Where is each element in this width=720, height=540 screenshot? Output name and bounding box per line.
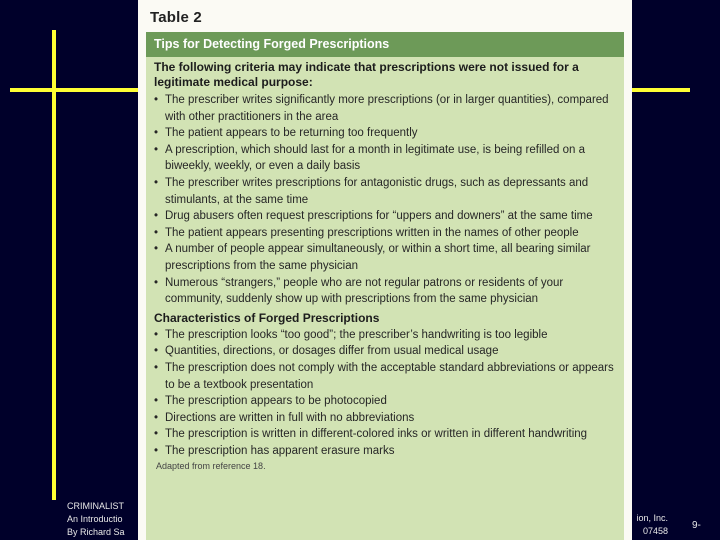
list-item: • Directions are written in full with no abbreviations [154, 410, 618, 427]
page-number: 9- [692, 520, 701, 531]
footer-line: ion, Inc. [636, 513, 668, 523]
list-item: • The prescription is written in different-colored inks or written in different handwriting [154, 426, 618, 443]
table-image [138, 0, 632, 540]
table-body [146, 57, 624, 540]
list-item: • The prescription has apparent erasure marks [154, 443, 618, 460]
list-item: • Quantities, directions, or dosages differ from usual medical usage [154, 343, 618, 360]
table-source: Adapted from reference 18. [156, 461, 266, 472]
characteristics-title: Characteristics of Forged Prescriptions [154, 310, 380, 325]
footer-line: CRIMINALIST [67, 501, 125, 511]
footer-line: By Richard Sa [67, 527, 125, 537]
decorative-vertical-line [52, 30, 56, 500]
footer-citation [67, 500, 125, 539]
table-header: Tips for Detecting Forged Prescriptions [146, 32, 624, 57]
characteristics-list [154, 327, 618, 460]
list-item: • The prescription does not comply with the acceptable standard abbreviations or appears to be a textbook presentation [154, 360, 618, 393]
list-item: • The patient appears presenting prescriptions written in the names of other people [154, 225, 618, 242]
criteria-list [154, 92, 618, 308]
footer-line: 07458 [642, 526, 668, 536]
list-item: • A prescription, which should last for a month in legitimate use, is being refilled on a biweekly, weekly, or even a daily basis [154, 142, 618, 175]
list-item: • Drug abusers often request prescriptions for “uppers and downers” at the same time [154, 208, 618, 225]
list-item: • The prescriber writes prescriptions for antagonistic drugs, such as depressants and stimulants, at the same time [154, 175, 618, 208]
list-item: • Numerous “strangers,” people who are not regular patrons or residents of your community, suddenly show up with prescriptions from the same physician [154, 275, 618, 308]
criteria-intro: The following criteria may indicate that prescriptions were not issued for a legitimate medical purpose: [154, 60, 579, 89]
list-item: • The prescriber writes significantly more prescriptions (or in larger quantities), compared with other practitioners in the area [154, 92, 618, 125]
list-item: • The prescription appears to be photocopied [154, 393, 618, 410]
list-item: • The patient appears to be returning too frequently [154, 125, 618, 142]
list-item: • The prescription looks “too good”; the prescriber’s handwriting is too legible [154, 327, 618, 344]
footer-line: An Introductio [67, 514, 123, 524]
list-item: • A number of people appear simultaneously, or within a short time, all bearing similar prescriptions from the same physician [154, 241, 618, 274]
table-label: Table 2 [150, 9, 202, 26]
